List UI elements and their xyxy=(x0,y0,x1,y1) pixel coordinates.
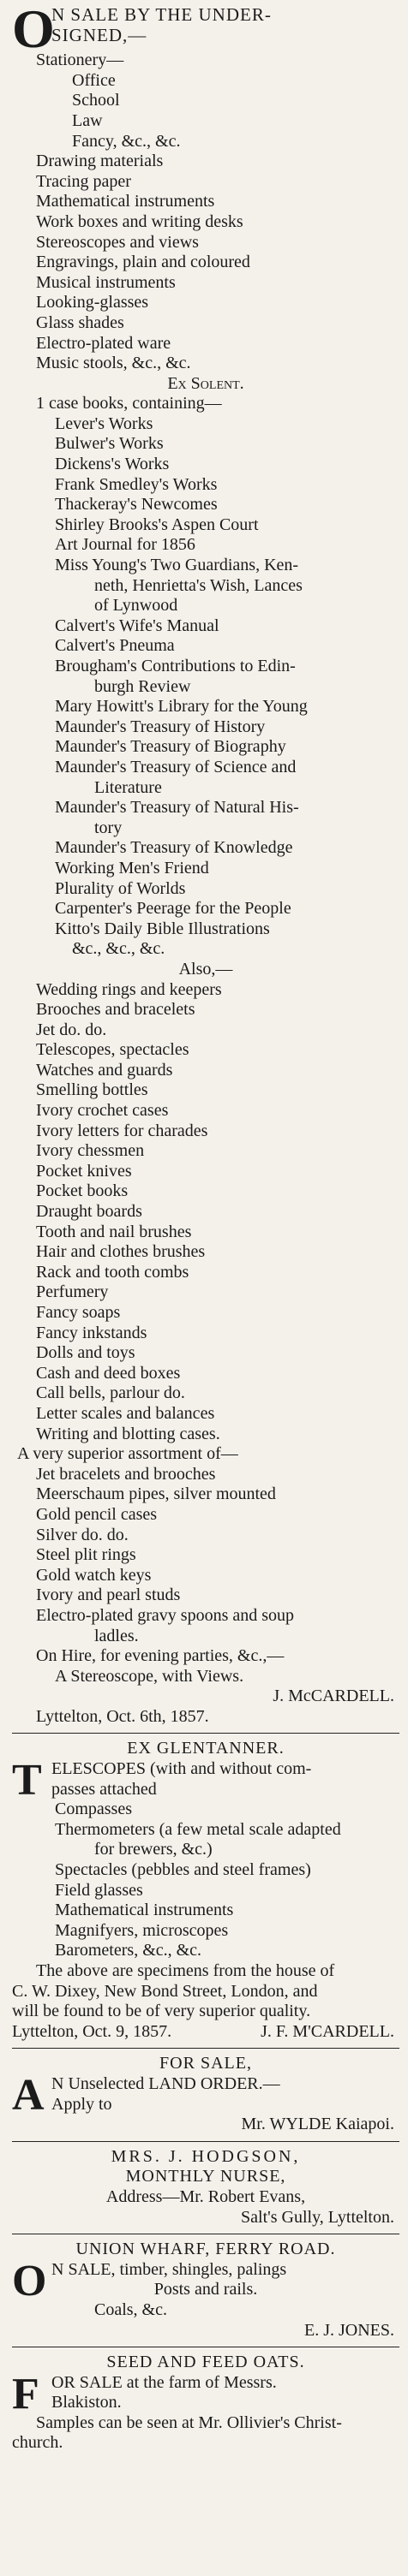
hire-note: On Hire, for evening parties, &c.,— xyxy=(36,1646,285,1666)
advert-mccardell-sale xyxy=(12,0,399,1727)
list-item: Ivory and pearl studs xyxy=(36,1585,181,1605)
list-item: Calvert's Pneuma xyxy=(55,636,175,656)
list-item: Gold pencil cases xyxy=(36,1504,158,1524)
drop-cap: O xyxy=(12,2256,47,2305)
list-item-continued: for brewers, &c.) xyxy=(94,1840,213,1859)
advert-land-order xyxy=(12,2054,399,2134)
list-item-continued: ladles. xyxy=(94,1626,139,1645)
lead-line: N Unselected LAND ORDER.— xyxy=(51,2073,280,2093)
paragraph-line: C. W. Dixey, New Bond Street, London, and xyxy=(12,1981,318,2001)
advert-subtitle: MONTHLY NURSE, xyxy=(125,2167,286,2186)
section-heading: Ex Solent. xyxy=(167,373,244,393)
advert-heading xyxy=(12,0,399,59)
sign-off xyxy=(12,2022,399,2043)
contact-line: Mr. WYLDE Kaiapoi. xyxy=(241,2115,394,2134)
lead-line: Blakiston. xyxy=(51,2393,122,2412)
list-item: Maunder's Treasury of Biography xyxy=(55,737,286,757)
list-item: Fancy inkstands xyxy=(36,1323,147,1342)
lead-line: Posts and rails. xyxy=(153,2280,258,2299)
divider xyxy=(12,2048,399,2049)
list-item: Ivory crochet cases xyxy=(36,1101,169,1121)
list-item: Thackeray's Newcomes xyxy=(55,495,218,515)
list-item: Maunder's Treasury of History xyxy=(55,717,266,736)
list-item: Office xyxy=(72,70,116,90)
list-item: Brooches and bracelets xyxy=(36,1000,195,1020)
advert-title: FOR SALE, xyxy=(159,2054,252,2073)
list-item: Steel plit rings xyxy=(36,1545,136,1565)
list-item: Cash and deed boxes xyxy=(36,1363,181,1383)
list-item: Electro-plated gravy spoons and soup xyxy=(36,1605,295,1625)
list-item: Calvert's Wife's Manual xyxy=(55,616,219,635)
list-item: Gold watch keys xyxy=(36,1565,152,1585)
list-item: Draught boards xyxy=(36,1202,142,1222)
advert-hodgson xyxy=(12,2147,399,2228)
heading-line: N SALE BY THE UNDER- xyxy=(51,4,272,25)
address-line: Salt's Gully, Lyttelton. xyxy=(241,2207,394,2227)
list-item: Engravings, plain and coloured xyxy=(36,253,250,272)
list-item: Tooth and nail brushes xyxy=(36,1222,192,1241)
list-item: Looking-glasses xyxy=(36,293,149,312)
list-item: Thermometers (a few metal scale adapted xyxy=(55,1819,341,1839)
list-item: Mary Howitt's Library for the Young xyxy=(55,697,308,717)
drop-cap: F xyxy=(12,2369,39,2418)
list-item: Law xyxy=(72,110,103,130)
list-item: Plurality of Worlds xyxy=(55,878,186,898)
list-item: &c., &c., &c. xyxy=(72,939,165,959)
list-item: Music stools, &c., &c. xyxy=(36,354,191,373)
list-item: Telescopes, spectacles xyxy=(36,1040,189,1060)
lead-line: Apply to xyxy=(51,2094,112,2114)
list-item: Call bells, parlour do. xyxy=(36,1383,185,1403)
advert-lead xyxy=(12,1756,399,1806)
list-intro: A very superior assortment of— xyxy=(17,1444,238,1464)
list-item: Miss Young's Two Guardians, Ken- xyxy=(55,556,299,575)
list-item: Wedding rings and keepers xyxy=(36,979,222,999)
divider xyxy=(12,1733,399,1734)
lead-line: ELESCOPES (with and without com- xyxy=(51,1759,312,1779)
heading-line: SIGNED,— xyxy=(51,24,147,45)
list-item: Barometers, &c., &c. xyxy=(55,1941,202,1960)
paragraph-line: Coals, &c. xyxy=(94,2299,167,2319)
list-item: Maunder's Treasury of Natural His- xyxy=(55,798,299,818)
list-intro: 1 case books, containing— xyxy=(36,394,222,413)
list-item: Meerschaum pipes, silver mounted xyxy=(36,1484,276,1504)
list-item: Pocket books xyxy=(36,1181,129,1201)
list-item-continued: Literature xyxy=(94,777,162,797)
list-item: Brougham's Contributions to Edin- xyxy=(55,657,296,675)
advert-title: EX GLENTANNER. xyxy=(127,1739,285,1758)
list-item: Carpenter's Peerage for the People xyxy=(55,899,291,919)
list-item: Pocket knives xyxy=(36,1161,132,1181)
list-item: Spectacles (pebbles and steel frames) xyxy=(55,1860,311,1880)
advertiser-signature: J. F. M'CARDELL. xyxy=(261,2021,394,2041)
lead-line: passes attached xyxy=(51,1779,157,1799)
dateline: Lyttelton, Oct. 6th, 1857. xyxy=(36,1706,209,1726)
list-item: Electro-plated ware xyxy=(36,333,171,353)
list-item: Field glasses xyxy=(55,1880,143,1900)
list-item: Dolls and toys xyxy=(36,1343,135,1363)
advert-oats xyxy=(12,2353,399,2454)
list-item: School xyxy=(72,91,120,110)
list-item: Mathematical instruments xyxy=(55,1901,234,1920)
advert-title: SEED AND FEED OATS. xyxy=(106,2353,305,2372)
list-item: Bulwer's Works xyxy=(55,434,164,454)
list-item: Frank Smedley's Works xyxy=(55,474,218,494)
list-item: Watches and guards xyxy=(36,1060,173,1080)
paragraph-line: church. xyxy=(12,2433,63,2453)
list-item: Hair and clothes brushes xyxy=(36,1242,206,1262)
section-heading: Also,— xyxy=(178,959,233,979)
list-item: Work boxes and writing desks xyxy=(36,211,243,231)
drop-cap: A xyxy=(12,2070,45,2120)
list-item: Rack and tooth combs xyxy=(36,1262,189,1282)
dateline: Lyttelton, Oct. 9, 1857. xyxy=(12,2021,172,2041)
paragraph-line: The above are specimens from the house of xyxy=(36,1961,335,1980)
paragraph-line: will be found to be of very superior quality. xyxy=(12,2002,311,2021)
drop-cap: T xyxy=(12,1756,42,1806)
list-item: Silver do. do. xyxy=(36,1525,129,1544)
list-item: Shirley Brooks's Aspen Court xyxy=(55,515,259,534)
list-item: Tracing paper xyxy=(36,171,131,191)
advertiser-signature: J. McCARDELL. xyxy=(273,1687,394,1706)
lead-line: N SALE, timber, shingles, palings xyxy=(51,2259,287,2279)
advert-title: MRS. J. HODGSON, xyxy=(111,2146,301,2166)
list-item: Mathematical instruments xyxy=(36,192,215,211)
list-item: Fancy, &c., &c. xyxy=(72,131,181,151)
list-item: Ivory letters for charades xyxy=(36,1121,208,1140)
list-item: Lever's Works xyxy=(55,413,153,433)
list-item: Perfumery xyxy=(36,1282,109,1302)
list-item: Musical instruments xyxy=(36,272,176,292)
list-item: Working Men's Friend xyxy=(55,858,209,878)
address-line: Address—Mr. Robert Evans, xyxy=(105,2186,306,2206)
list-item-continued: of Lynwood xyxy=(94,596,178,616)
list-item: Compasses xyxy=(55,1800,132,1819)
list-item: Ivory chessmen xyxy=(36,1141,145,1161)
divider xyxy=(12,2141,399,2142)
list-item: Drawing materials xyxy=(36,152,164,171)
list-item: Fancy soaps xyxy=(36,1303,121,1322)
list-item: Glass shades xyxy=(36,312,124,332)
list-item: Jet bracelets and brooches xyxy=(36,1464,216,1484)
advert-lead xyxy=(12,2070,399,2120)
list-item: Jet do. do. xyxy=(36,1020,107,1039)
drop-cap: O xyxy=(12,0,55,59)
list-item: Stationery— xyxy=(36,51,124,70)
list-item-continued: neth, Henrietta's Wish, Lances xyxy=(94,575,303,595)
list-item: Writing and blotting cases. xyxy=(36,1424,220,1443)
advert-lead xyxy=(12,2369,399,2418)
paragraph-line: Samples can be seen at Mr. Ollivier's Christ- xyxy=(36,2412,342,2432)
list-item: Letter scales and balances xyxy=(36,1403,215,1423)
advert-title: UNION WHARF, FERRY ROAD. xyxy=(75,2240,336,2259)
advertiser-signature: E. J. JONES. xyxy=(303,2320,394,2340)
list-item: Smelling bottles xyxy=(36,1080,148,1100)
advert-union-wharf xyxy=(12,2240,399,2341)
list-item: Maunder's Treasury of Knowledge xyxy=(55,838,293,858)
list-item: Art Journal for 1856 xyxy=(55,535,195,555)
lead-line: OR SALE at the farm of Messrs. xyxy=(51,2372,277,2392)
list-item-continued: tory xyxy=(94,818,123,837)
list-item-continued: burgh Review xyxy=(94,676,191,696)
list-item: Stereoscopes and views xyxy=(36,232,199,252)
list-item: Dickens's Works xyxy=(55,455,170,474)
list-item: Magnifyers, microscopes xyxy=(55,1920,229,1940)
advert-lead xyxy=(12,2256,399,2305)
list-item: Kitto's Daily Bible Illustrations xyxy=(55,919,270,938)
list-item: Maunder's Treasury of Science and xyxy=(55,757,297,776)
advert-glentanner xyxy=(12,1739,399,2042)
hire-note: A Stereoscope, with Views. xyxy=(55,1666,244,1686)
